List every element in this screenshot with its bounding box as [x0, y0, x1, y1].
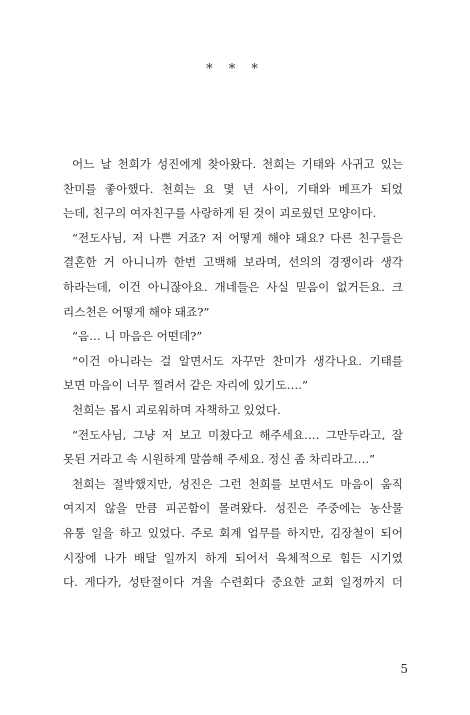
text-line: 시장에 나가 배달 일까지 하게 되어서 육체적으로 힘든 시기였: [63, 550, 403, 565]
text-line: 천희는 절박했지만, 성진은 그런 천희를 보면서도 마음이 움직: [72, 476, 403, 491]
page-number: 5: [400, 662, 408, 676]
text-line: 보면 마음이 너무 찔려서 같은 자리에 있기도….”: [63, 378, 308, 393]
text-line: 천희는 몹시 괴로워하며 자책하고 있었다.: [72, 402, 281, 417]
body-text: [63, 152, 403, 595]
text-line: 못된 거라고 속 시원하게 말씀해 주세요. 정신 좀 차리라고….”: [63, 452, 375, 467]
text-line: 찬미를 좋아했다. 천희는 요 몇 년 사이, 기태와 베프가 되었: [63, 181, 403, 196]
text-line: 결혼한 거 아니니까 한번 고백해 보라며, 선의의 경쟁이라 생각: [63, 255, 403, 270]
text-line: “음… 니 마음은 어떤데?”: [72, 329, 203, 344]
text-line: 유통 일을 하고 있었다. 주로 회계 업무를 하지만, 김장철이 되어: [63, 525, 403, 540]
text-line: “이건 아니라는 걸 알면서도 자꾸만 찬미가 생각나요. 기태를: [72, 353, 403, 368]
text-line: 하라는데, 이건 아니잖아요. 개네들은 사실 믿음이 없거든요. 크: [63, 279, 403, 294]
text-line: 다. 게다가, 성탄절이다 겨울 수련회다 중요한 교회 일정까지 더: [63, 575, 403, 590]
text-line: “전도사님, 그냥 저 보고 미쳤다고 해주세요…. 그만두라고, 잘: [72, 427, 403, 442]
section-separator: * * *: [206, 62, 264, 77]
text-line: 리스천은 어떻게 해야 돼죠?”: [63, 304, 210, 319]
text-line: “전도사님, 저 나쁜 거죠? 저 어떻게 해야 돼요? 다른 친구들은: [72, 230, 403, 245]
text-line: 여지지 않을 만큼 피곤함이 몰려왔다. 성진은 주중에는 농산물: [63, 501, 403, 516]
text-line: 어느 날 천희가 성진에게 찾아왔다. 천희는 기태와 사귀고 있는: [72, 157, 403, 171]
text-line: 는데, 친구의 여자친구를 사랑하게 된 것이 괴로웠던 모양이다.: [63, 206, 377, 221]
